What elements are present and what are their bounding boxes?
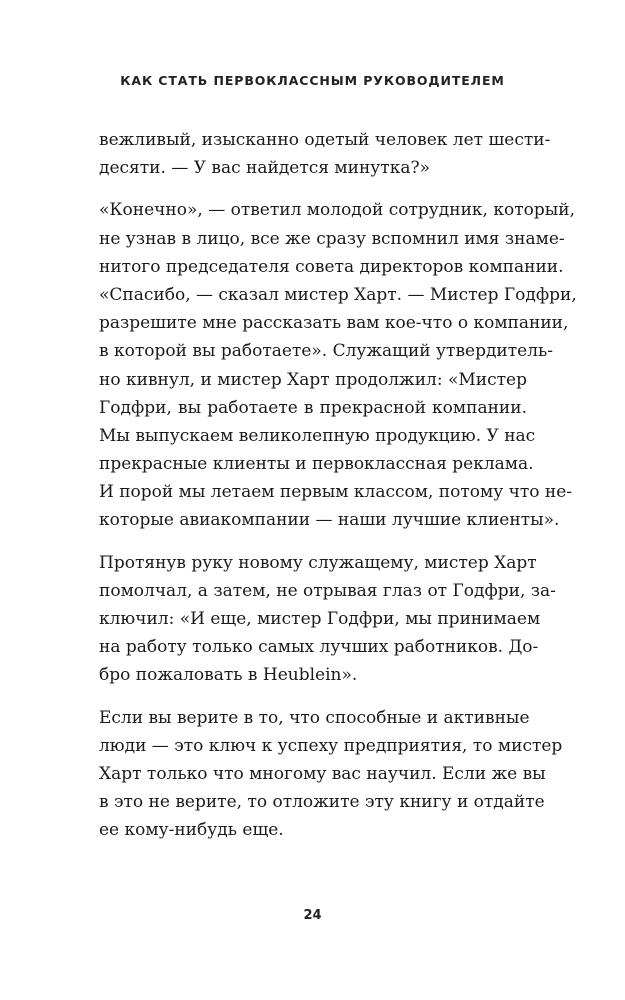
text-line: Мы выпускаем великолепную продукцию. У нас [99, 425, 536, 446]
text-line: Если вы верите в то, что способные и активные [99, 707, 530, 728]
body-text [99, 126, 577, 845]
text-line: в это не верите, то отложите эту книгу и отдайте [99, 792, 545, 813]
text-line: на работу только самых лучших работников. До- [99, 637, 539, 658]
text-line: нитого председателя совета директоров компании. [99, 256, 564, 277]
text-line: вежливый, изысканно одетый человек лет шести- [99, 130, 551, 150]
text-line: в которой вы работаете». Служащий утвердитель- [99, 341, 554, 362]
text-line: бро пожаловать в Heublein». [99, 665, 358, 686]
text-line: ключил: «И еще, мистер Годфри, мы принимаем [99, 609, 541, 629]
running-header: КАК СТАТЬ ПЕРВОКЛАССНЫМ РУКОВОДИТЕЛЕМ [120, 73, 505, 88]
paragraph-4 [99, 704, 563, 845]
paragraph-1 [99, 126, 551, 182]
text-line: «Спасибо, — сказал мистер Харт. — Мистер Годфри, [99, 284, 577, 305]
text-line: разрешите мне рассказать вам кое-что о компании, [99, 313, 569, 334]
paragraph-2 [99, 196, 577, 534]
text-line: не узнав в лицо, все же сразу вспомнил имя знаме- [99, 228, 565, 249]
text-line: ее кому-нибудь еще. [99, 820, 284, 841]
text-line: помолчал, а затем, не отрывая глаз от Годфри, за- [99, 580, 556, 601]
paragraph-3 [99, 549, 556, 690]
text-line: прекрасные клиенты и первоклассная реклама. [99, 454, 534, 475]
text-line: Харт только что многому вас научил. Если же вы [99, 763, 546, 784]
page-number: 24 [303, 908, 322, 923]
text-line: люди — это ключ к успеху предприятия, то мистер [99, 735, 563, 756]
text-line: Годфри, вы работаете в прекрасной компании. [99, 397, 527, 418]
text-line: «Конечно», — ответил молодой сотрудник, который, [99, 200, 575, 221]
text-line: Протянув руку новому служащему, мистер Харт [99, 552, 537, 573]
text-line: десяти. — У вас найдется минутка?» [99, 158, 430, 179]
text-line: но кивнул, и мистер Харт продолжил: «Мистер [99, 369, 527, 390]
text-line: которые авиакомпании — наши лучшие клиенты». [99, 510, 560, 531]
text-line: И порой мы летаем первым классом, потому что не- [99, 482, 573, 503]
